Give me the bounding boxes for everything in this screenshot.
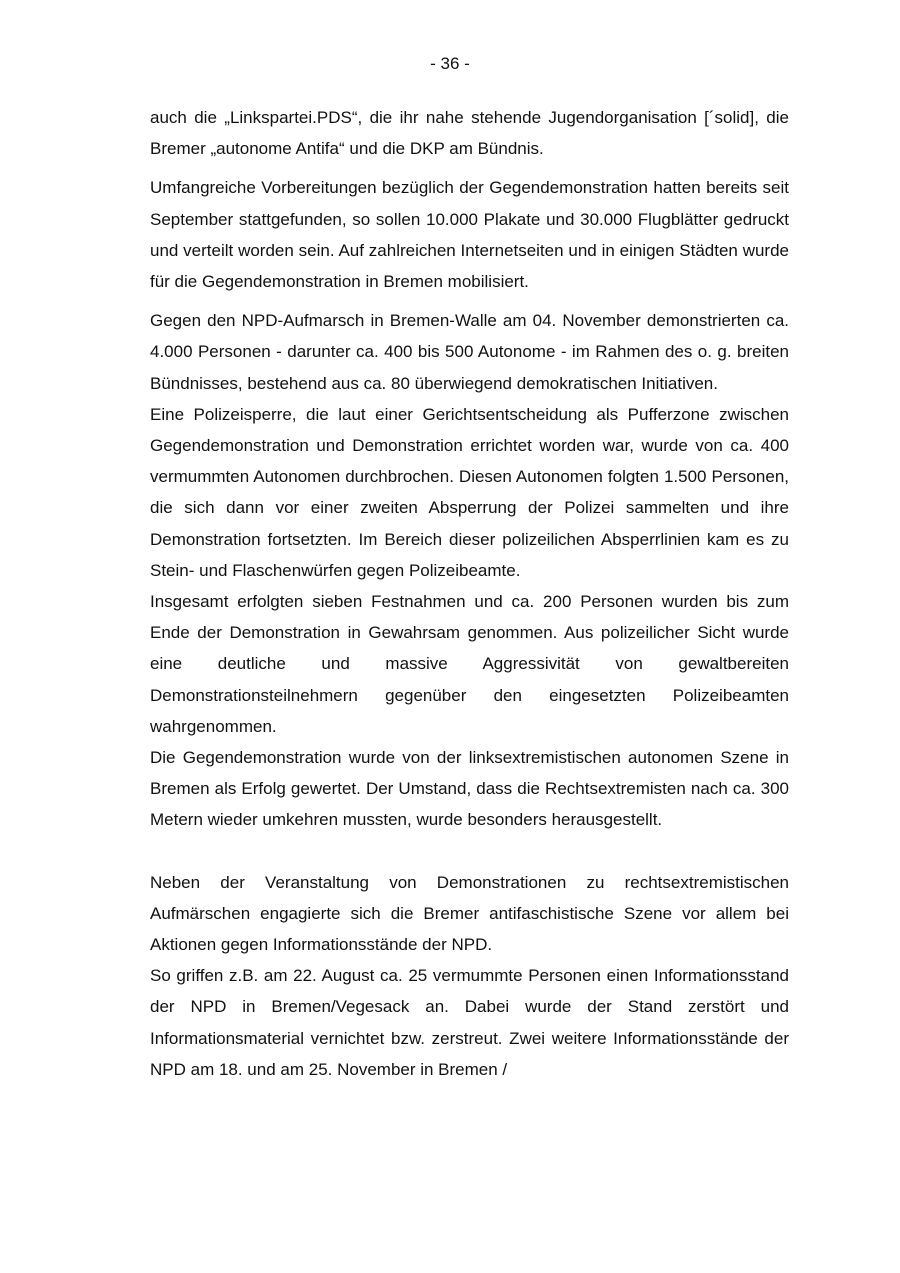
paragraph-polizeisperre: Eine Polizeisperre, die laut einer Gerichtsentscheidung als Pufferzone zwischen Gegendemonstration und Demonstration errichtet worden war, wurde von ca. 400 vermummten Autonomen durchbrochen. Diesen Autonomen folgten 1.500 Personen, die sich dann vor einer zweiten Absperrung der Polizei sammelten und ihre Demonstration fortsetzten. Im Bereich dieser polizeilichen Absperrlinien kam es zu Stein- und Flaschenwürfen gegen Polizeibeamte. — [150, 404, 789, 580]
paragraph-vegesack: So griffen z.B. am 22. August ca. 25 vermummte Personen einen Informationsstand der NPD in Bremen/Vegesack an. Dabei wurde der Stand zerstört und Informationsmaterial vernichtet bzw. zerstreut. Zwei weitere Informationsstände der NPD am 18. und am 25. November in Bremen / — [150, 966, 789, 1079]
paragraph-festnahmen: Insgesamt erfolgten sieben Festnahmen und ca. 200 Personen wurden bis zum Ende der Demonstration in Gewahrsam genommen. Aus polizeilicher Sicht wurde eine deutliche und massive Aggressivität von gewaltbereiten Demonstrationsteilnehmern gegenüber den eingesetzten Polizeibeamten wahrgenommen. — [150, 592, 789, 736]
paragraph-bundnis: auch die „Linkspartei.PDS“, die ihr nahe stehende Jugendorganisation [´solid], die Bremer „autonome Antifa“ und die DKP am Bündnis. — [150, 108, 789, 159]
paragraph-informationsstaende: Neben der Veranstaltung von Demonstrationen zu rechtsextremistischen Aufmärschen engagierte sich die Bremer antifaschistische Szene vor allem bei Aktionen gegen Informationsstände der NPD. — [150, 872, 789, 955]
document-body — [150, 102, 789, 1085]
page-number: - 36 - — [430, 54, 470, 73]
paragraph-vorbereitungen: Umfangreiche Vorbereitungen bezüglich der Gegendemonstration hatten bereits seit September stattgefunden, so sollen 10.000 Plakate und 30.000 Flugblätter gedruckt und verteilt worden sein. Auf zahlreichen Internetseiten und in einigen Städten wurde für die Gegendemonstration in Bremen mobilisiert. — [150, 178, 789, 292]
paragraph-aufmarsch: Gegen den NPD-Aufmarsch in Bremen-Walle am 04. November demonstrierten ca. 4.000 Personen - darunter ca. 400 bis 500 Autonome - im Rahmen des o. g. breiten Bündnisses, bestehend aus ca. 80 überwiegend demokratischen Initiativen. — [150, 311, 789, 393]
paragraph-erfolg: Die Gegendemonstration wurde von der linksextremistischen autonomen Szene in Bremen als Erfolg gewertet. Der Umstand, dass die Rechtsextremisten nach ca. 300 Metern wieder umkehren mussten, wurde besonders herausgestellt. — [150, 748, 789, 830]
